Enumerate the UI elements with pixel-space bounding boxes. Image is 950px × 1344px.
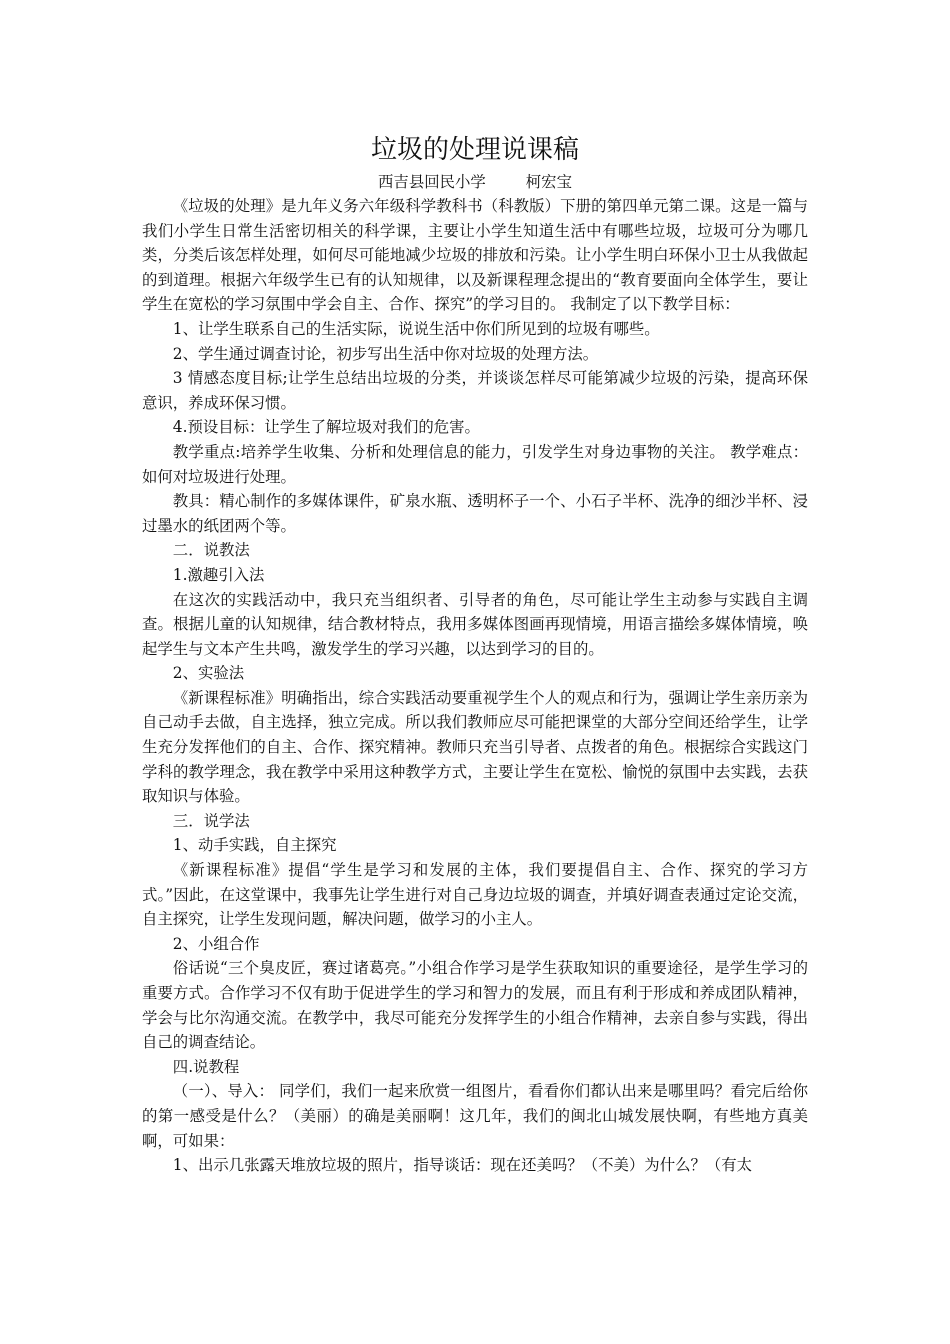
subheading: 2、小组合作 bbox=[172, 934, 260, 953]
paragraph: 2、学生通过调查讨论，初步写出生活中你对垃圾的处理方法。 bbox=[172, 344, 599, 363]
author-line bbox=[142, 170, 808, 194]
paragraph: 《新课程标准》提倡“学生是学习和发展的主体，我们要提倡自主、合作、探究的学习方式。”因此，在这堂课中，我事先让学生进行对自己身边垃圾的调查，并填好调查表通过定论交流，自主探究，让学生发现问题，解决问题，做学习的小主人。 bbox=[142, 861, 808, 929]
paragraph: 1、出示几张露天堆放垃圾的照片，指导谈话：现在还美吗？（不美）为什么？（有太 bbox=[172, 1156, 753, 1175]
document-page bbox=[142, 130, 808, 1178]
section-heading: 三．说学法 bbox=[172, 811, 250, 830]
paragraph: 教学重点:培养学生收集、分析和处理信息的能力，引发学生对身边事物的关注。 教学难点：如何对垃圾进行处理。 bbox=[142, 442, 808, 486]
paragraph: 《新课程标准》明确指出，综合实践活动要重视学生个人的观点和行为，强调让学生亲历亲为自己动手去做，自主选择，独立完成。所以我们教师应尽可能把课堂的大部分空间还给学生，让学生充分发挥他们的自主、合作、探究精神。教师只充当引导者、点拨者的角色。根据综合实践这门学科的教学理念，我在教学中采用这种教学方式，主要让学生在宽松、愉悦的氛围中去实践，去获取知识与体验。 bbox=[142, 688, 808, 806]
subheading: 1.激趣引入法 bbox=[172, 565, 265, 584]
paragraph: 《垃圾的处理》是九年义务六年级科学教科书（科教版）下册的第四单元第二课。这是一篇与我们小学生日常生活密切相关的科学课，主要让小学生知道生活中有哪些垃圾，垃圾可分为哪几类，分类后该怎样处理，如何尽可能地减少垃圾的排放和污染。让小学生明白环保小卫士从我做起的到道理。根据六年级学生已有的认知规律，以及新课程理念提出的“教育要面向全体学生，要让学生在宽松的学习氛围中学会自主、合作、探究”的学习目的。 我制定了以下教学目标： bbox=[142, 197, 808, 314]
author-school: 西吉县回民小学 bbox=[378, 173, 486, 191]
section-heading: 四.说教程 bbox=[172, 1057, 240, 1076]
body-text bbox=[142, 194, 808, 1178]
section-heading: 二．说教法 bbox=[172, 541, 250, 560]
paragraph: 4.预设目标：让学生了解垃圾对我们的危害。 bbox=[172, 418, 480, 437]
subheading: 1、动手实践，自主探究 bbox=[172, 836, 337, 855]
paragraph: 俗话说“三个臭皮匠，赛过诸葛亮。”小组合作学习是学生获取知识的重要途径，是学生学习的重要方式。合作学习不仅有助于促进学生的学习和智力的发展，而且有利于形成和养成团队精神，学会与比尔沟通交流。在教学中，我尽可能充分发挥学生的小组合作精神，去亲自参与实践，得出自己的调查结论。 bbox=[142, 959, 808, 1052]
paragraph: 1、让学生联系自己的生活实际，说说生活中你们所见到的垃圾有哪些。 bbox=[172, 319, 660, 338]
document-title: 垃圾的处理说课稿 bbox=[370, 135, 579, 165]
subheading: 2、实验法 bbox=[172, 664, 245, 683]
author-name: 柯宏宝 bbox=[525, 173, 572, 191]
paragraph: 在这次的实践活动中，我只充当组织者、引导者的角色，尽可能让学生主动参与实践自主调查。根据儿童的认知规律，结合教材特点，我用多媒体图画再现情境，用语言描绘多媒体情境，唤起学生与文本产生共鸣，激发学生的学习兴趣，以达到学习的目的。 bbox=[142, 590, 808, 658]
paragraph: （一）、导入： 同学们，我们一起来欣赏一组图片，看看你们都认出来是哪里吗？看完后给你的第一感受是什么？（美丽）的确是美丽啊！这几年，我们的闽北山城发展快啊，有些地方真美啊，可如果： bbox=[142, 1082, 808, 1150]
paragraph: 3 情感态度目标;让学生总结出垃圾的分类，并谈谈怎样尽可能第减少垃圾的污染，提高环保意识，养成环保习惯。 bbox=[142, 369, 808, 412]
paragraph: 教具：精心制作的多媒体课件，矿泉水瓶、透明杯子一个、小石子半杯、洗净的细沙半杯、浸过墨水的纸团两个等。 bbox=[142, 492, 808, 535]
